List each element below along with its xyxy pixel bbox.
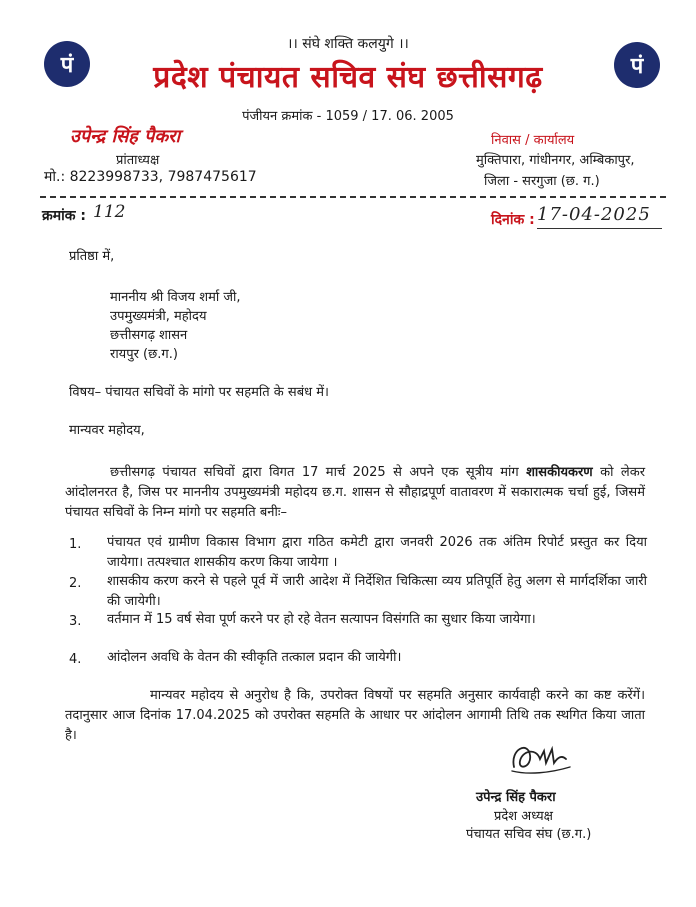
greeting: मान्यवर महोदय, [69,423,145,438]
signature-scribble-icon [506,737,574,779]
motto: ।। संघे शक्ति कलयुगे ।। [287,36,409,52]
sender-mobile: मो.: 8223998733, 7987475617 [44,169,257,185]
signatory-name: उपेन्द्र सिंह पैकरा [476,790,556,805]
address-line-2: जिला - सरगुजा (छ. ग.) [484,174,600,189]
point-number: 3. [69,614,82,629]
point-text: आंदोलन अवधि के वेतन की स्वीकृति तत्काल प्रदान की जायेगी। [107,650,402,665]
address-label: निवास / कार्यालय [491,133,575,148]
recipient-line-1: माननीय श्री विजय शर्मा जी, [110,290,241,305]
reference-label: क्रमांक : [42,208,86,224]
handwritten-signature [506,737,574,783]
intro-paragraph [65,463,645,523]
reference-number: 112 [93,202,126,222]
registration-number: पंजीयन क्रमांक - 1059 / 17. 06. 2005 [242,109,454,124]
intro-text-2: को लेकर आंदोलनरत है, जिस पर माननीय उपमुख्यमंत्री महोदय छ.ग. शासन से सौहाद्रपूर्ण वातावरण में सकारात्मक चर्चा हुई, जिसमें पंचायत सचिवों के निम्न मांगो पर सहमति बनीः– [65,465,646,520]
date-underline [537,228,662,229]
signatory-title: प्रदेश अध्यक्ष [494,809,553,824]
point-text: वर्तमान में 15 वर्ष सेवा पूर्ण करने पर हो रहे वेतन सत्यापन विसंगति का सुधार किया जायेगा। [107,612,536,627]
recipient-line-2: उपमुख्यमंत्री, महोदय [110,309,207,324]
sender-title: प्रांताध्यक्ष [116,153,160,168]
point-number: 1. [69,537,82,552]
signatory-organization: पंचायत सचिव संघ (छ.ग.) [466,827,592,842]
logo-glyph: पं [60,53,74,78]
recipient-line-4: रायपुर (छ.ग.) [110,347,178,362]
point-text: पंचायत एवं ग्रामीण विकास विभाग द्वारा गठित कमेटी द्वारा जनवरी 2026 तक अंतिम रिपोर्ट प्रस्तुत कर दिया जायेगा। तत्पश्चात शासकीय करण किया जायेगा । [107,535,647,570]
intro-text-1: छत्तीसगढ़ पंचायत सचिवों द्वारा विगत 17 मार्च 2025 से अपने एक सूत्रीय मांग [110,465,527,480]
recipient-line-3: छत्तीसगढ़ शासन [110,328,188,343]
logo-glyph: पं [630,54,644,79]
date-value: 17-04-2025 [537,204,651,225]
intro-keyword: शासकीयकरण [526,465,593,480]
address-line-1: मुक्तिपारा, गांधीनगर, अम्बिकापुर, [476,153,635,168]
salutation-to: प्रतिष्ठा में, [69,249,115,264]
header-divider [40,196,666,198]
point-text: शासकीय करण करने से पहले पूर्व में जारी आदेश में निर्देशित चिकित्सा व्यय प्रतिपूर्ति हेतु अलग से मार्गदर्शिका जारी की जायेगी। [107,574,647,609]
sender-name: उपेन्द्र सिंह पैकरा [70,126,181,147]
subject-line: विषय– पंचायत सचिवों के मांगो पर सहमति के सबंध में। [69,385,329,400]
organization-name: प्रदेश पंचायत सचिव संघ छत्तीसगढ़ [153,60,543,95]
closing-text: मान्यवर महोदय से अनुरोध है कि, उपरोक्त विषयों पर सहमति अनुसार कार्यवाही करने का कष्ट करेंगें। तदानुसार आज दिनांक 17.04.2025 को उपरोक्त सहमति के आधार पर आंदोलन आगामी तिथि तक स्थगित किया जाता है। [65,688,645,743]
point-number: 2. [69,576,82,591]
date-label: दिनांक : [491,212,535,228]
point-number: 4. [69,652,82,667]
